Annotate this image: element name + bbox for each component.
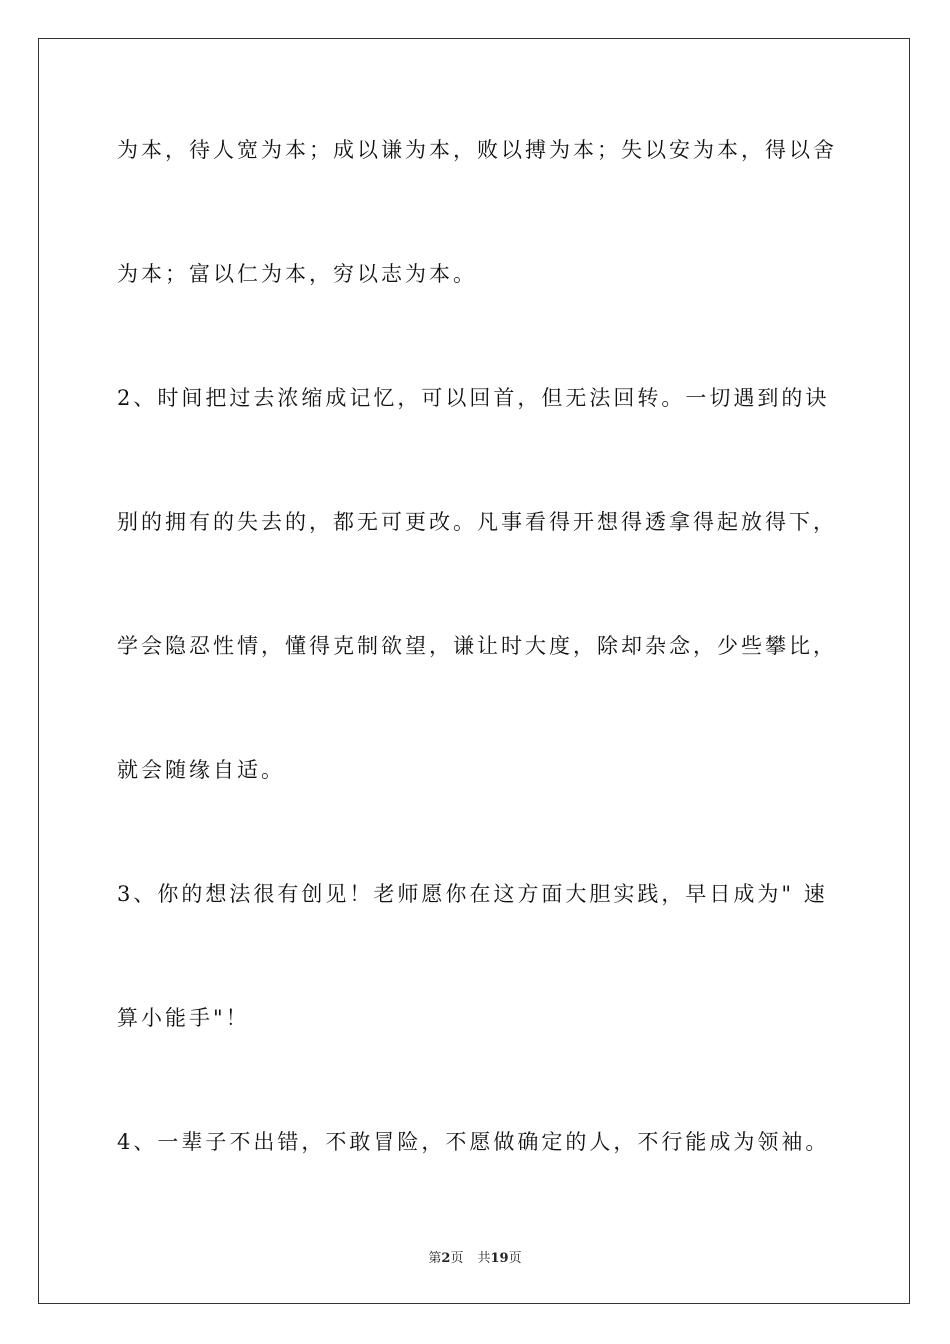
total-suffix: 页 (508, 1251, 522, 1266)
text-line: 2、时间把过去浓缩成记忆，可以回首，但无法回转。一切遇到的诀 (117, 386, 830, 410)
text-line: 3、你的想法很有创见！老师愿你在这方面大胆实践，早日成为" 速 (117, 882, 828, 906)
page-prefix: 第 (428, 1251, 442, 1266)
total-pages: 19 (490, 1251, 509, 1266)
text-line: 别的拥有的失去的，都无可更改。凡事看得开想得透拿得起放得下， (117, 510, 837, 534)
page-frame (38, 38, 910, 1304)
page-footer (0, 1247, 950, 1266)
page-number: 2 (441, 1251, 451, 1266)
text-line: 就会随缘自适。 (117, 758, 285, 782)
text-line: 学会隐忍性情，懂得克制欲望，谦让时大度，除却杂念，少些攀比， (117, 634, 837, 658)
text-line: 为本，待人宽为本；成以谦为本，败以搏为本；失以安为本，得以舍 (117, 138, 837, 162)
total-prefix: 共 (477, 1251, 491, 1266)
page-suffix: 页 (450, 1251, 464, 1266)
text-line: 算小能手"！ (117, 1006, 250, 1030)
text-line: 4、一辈子不出错，不敢冒险，不愿做确定的人，不行能成为领袖。 (117, 1130, 830, 1154)
text-line: 为本；富以仁为本，穷以志为本。 (117, 262, 477, 286)
